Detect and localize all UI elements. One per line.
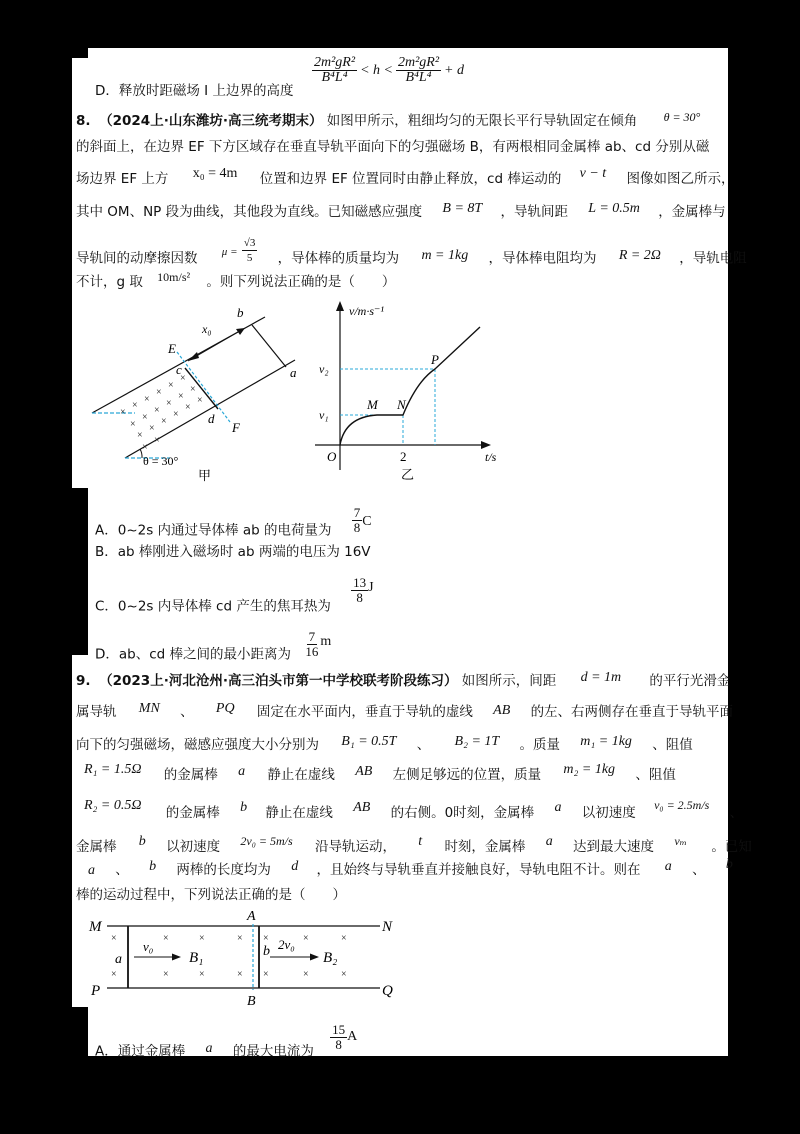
q8-option-b[interactable]: B．ab 棒刚进入磁场时 ab 两端的电压为 16V (95, 544, 371, 560)
svg-text:×: × (142, 412, 148, 423)
svg-text:P: P (91, 983, 101, 999)
q8-source: （2024上·山东潍坊·高三统考期末） (99, 113, 323, 129)
q9-line-8: 棒的运动过程中，下列说法正确的是（ ） (76, 887, 346, 903)
svg-text:θ = 30°: θ = 30° (143, 454, 179, 468)
svg-text:×: × (166, 398, 172, 409)
svg-text:t/s: t/s (485, 450, 497, 464)
svg-text:F: F (232, 420, 240, 435)
option-a-fraction: $\frac{7}{8}$ (353, 505, 361, 535)
svg-text:P: P (431, 352, 439, 367)
svg-text:×: × (163, 933, 169, 944)
q8-line-5: 导轨间的动摩擦因数 $^{\mu =}$ $\frac{√3}{5}$ ，导体棒的质量均为 m = 1kg ，导体棒电阻均为 R = 2Ω ，导轨电阻 (76, 237, 747, 267)
q8-line-6: 不计，g 取 10m/s² 。则下列说法正确的是（ ） (76, 270, 396, 290)
svg-text:a: a (290, 365, 297, 380)
q9-number: 9. (76, 673, 91, 689)
svg-text:x₀: x₀ (202, 322, 212, 336)
formula-left-fraction: $\frac{\text{2m²gR²}}{\text{B⁴L⁴}}$ (314, 55, 356, 85)
svg-text:×: × (142, 442, 148, 453)
q8-option-d[interactable]: D．ab、cd 棒之间的最小距离为 $\frac{7}{16}$ m (95, 629, 332, 663)
svg-text:v₀: v₀ (143, 939, 154, 954)
svg-text:v₂: v₂ (319, 362, 329, 376)
svg-text:×: × (190, 384, 196, 395)
svg-text:B: B (247, 994, 256, 1005)
q9-option-a[interactable]: A．通过金属棒 a 的最大电流为 $\frac{15}{8}$ A (95, 1022, 358, 1060)
svg-text:×: × (237, 933, 243, 944)
svg-text:×: × (199, 933, 205, 944)
q8-option-a[interactable]: A．0~2s 内通过导体棒 ab 的电荷量为 $\frac{7}{8}$ C (95, 505, 372, 539)
figure-q9-rails (85, 905, 405, 1005)
svg-text:Q: Q (382, 983, 393, 999)
q9-line-5: R₂ = 0.5Ω 的金属棒 b 静止在虚线 AB 的右侧。0时刻，金属棒 a 以初速度 v₀ = 2.5m/s 、 (84, 798, 744, 821)
svg-text:×: × (173, 409, 179, 420)
svg-text:M: M (89, 919, 102, 935)
q9-line-1: 9. （2023上·河北沧州·高三泊头市第一中学校联考阶段练习） 如图所示，间距 d = 1m 的平行光滑金 (76, 670, 731, 689)
svg-text:O: O (327, 449, 337, 464)
svg-text:×: × (168, 380, 174, 391)
svg-text:×: × (137, 430, 143, 441)
svg-text:×: × (111, 969, 117, 980)
svg-text:×: × (341, 933, 347, 944)
svg-text:甲: 甲 (198, 468, 212, 483)
figure-yi-vt-graph (305, 295, 525, 485)
svg-text:×: × (132, 400, 138, 411)
svg-text:×: × (154, 405, 160, 416)
svg-text:A: A (247, 909, 256, 924)
svg-text:2v₀: 2v₀ (278, 937, 295, 952)
svg-text:N: N (397, 397, 406, 412)
svg-text:×: × (130, 419, 136, 430)
figure-jia-incline (80, 295, 310, 485)
svg-text:v/m·s⁻¹: v/m·s⁻¹ (349, 304, 384, 318)
svg-text:×: × (154, 435, 160, 446)
svg-text:×: × (111, 933, 117, 944)
svg-text:B₂: B₂ (323, 950, 338, 966)
q9-line-6: 金属棒 b 以初速度 2v₀ = 5m/s 沿导轨运动， t 时刻，金属棒 a 达到最大速度 vₘ 。已知 (76, 834, 752, 855)
q7-option-d-formula: $\frac{\text{2m²gR²}}{\text{B⁴L⁴}}$ < h < $\frac{\text{2m²gR²}}{\text{B⁴L⁴}}$ + d (314, 55, 464, 85)
q7-option-d-label: D．释放时距磁场 I 上边界的高度 (95, 83, 294, 99)
svg-text:b: b (237, 305, 244, 320)
q9-line-4: R₁ = 1.5Ω 的金属棒 a 静止在虚线 AB 左侧足够远的位置，质量 m₂ = 1kg 、阻值 (84, 762, 676, 783)
svg-text:×: × (199, 969, 205, 980)
q8-option-c[interactable]: C．0~2s 内导体棒 cd 产生的焦耳热为 $\frac{13}{8}$ J (95, 575, 374, 615)
q9-line-7: a 、 b 两棒的长度均为 d ，且始终与导轨垂直并接触良好，导轨电阻不计。则在 a 、 b (88, 857, 733, 878)
svg-text:c: c (176, 362, 182, 377)
q8-line-4: 其中 OM、NP 段为曲线，其他段为直线。已知磁感应强度 B = 8T ，导轨间距 L = 0.5m ，金属棒与 (76, 201, 726, 220)
svg-text:×: × (161, 416, 167, 427)
svg-text:d: d (208, 411, 215, 426)
option-d-fraction: $\frac{7}{16}$ (305, 629, 319, 659)
q7-option-d (95, 82, 293, 100)
q9-line-3: 向下的匀强磁场，磁感应强度大小分别为 B₁ = 0.5T 、 B₂ = 1T 。质量 m₁ = 1kg 、阻值 (76, 734, 693, 753)
svg-text:×: × (263, 933, 269, 944)
svg-text:×: × (341, 969, 347, 980)
svg-text:×: × (263, 969, 269, 980)
svg-text:乙: 乙 (401, 467, 415, 482)
svg-text:×: × (237, 969, 243, 980)
svg-text:N: N (382, 919, 393, 935)
svg-text:×: × (178, 391, 184, 402)
q8-number: 8. (76, 113, 91, 129)
svg-text:×: × (156, 387, 162, 398)
svg-text:2: 2 (400, 449, 407, 464)
mu-fraction: $\frac{√3}{5}$ (243, 237, 256, 264)
svg-text:b: b (263, 944, 270, 959)
svg-text:×: × (303, 969, 309, 980)
q8-line-2: 的斜面上，在边界 EF 下方区域存在垂直导轨平面向下的匀强磁场 B，有两根相同金属棒 ab、cd 分别从磁 (76, 139, 710, 155)
svg-text:×: × (180, 373, 186, 384)
q8-line-1: 8. （2024上·山东潍坊·高三统考期末） 如图甲所示，粗细均匀的无限长平行导轨固定在倾角 θ = 30° (76, 110, 701, 129)
svg-text:v₁: v₁ (319, 408, 329, 422)
svg-text:E: E (168, 341, 176, 356)
formula-right-fraction: $\frac{\text{2m²gR²}}{\text{B⁴L⁴}}$ (397, 55, 440, 85)
svg-text:×: × (149, 423, 155, 434)
q9-option-a-fraction: $\frac{15}{8}$ (332, 1022, 346, 1052)
svg-text:×: × (197, 395, 203, 406)
q9-source: （2023上·河北沧州·高三泊头市第一中学校联考阶段练习） (99, 673, 458, 689)
svg-text:M: M (367, 397, 378, 412)
svg-text:×: × (163, 969, 169, 980)
svg-text:×: × (185, 402, 191, 413)
svg-text:×: × (120, 407, 126, 418)
option-c-fraction: $\frac{13}{8}$ (353, 575, 367, 605)
page-segment-options8 (88, 488, 728, 658)
svg-text:B₁: B₁ (189, 950, 204, 966)
svg-text:×: × (144, 394, 150, 405)
svg-text:×: × (303, 933, 309, 944)
q8-line-3: 场边界 EF 上方 x₀ = 4m 位置和边界 EF 位置同时由静止释放，cd 棒运动的 v − t 图像如图乙所示， (76, 166, 735, 187)
svg-text:a: a (115, 952, 122, 967)
q9-line-2: 属导轨 MN 、 PQ 固定在水平面内，垂直于导轨的虚线 AB 的左、右两侧存在垂直于导轨平面 (76, 701, 734, 720)
